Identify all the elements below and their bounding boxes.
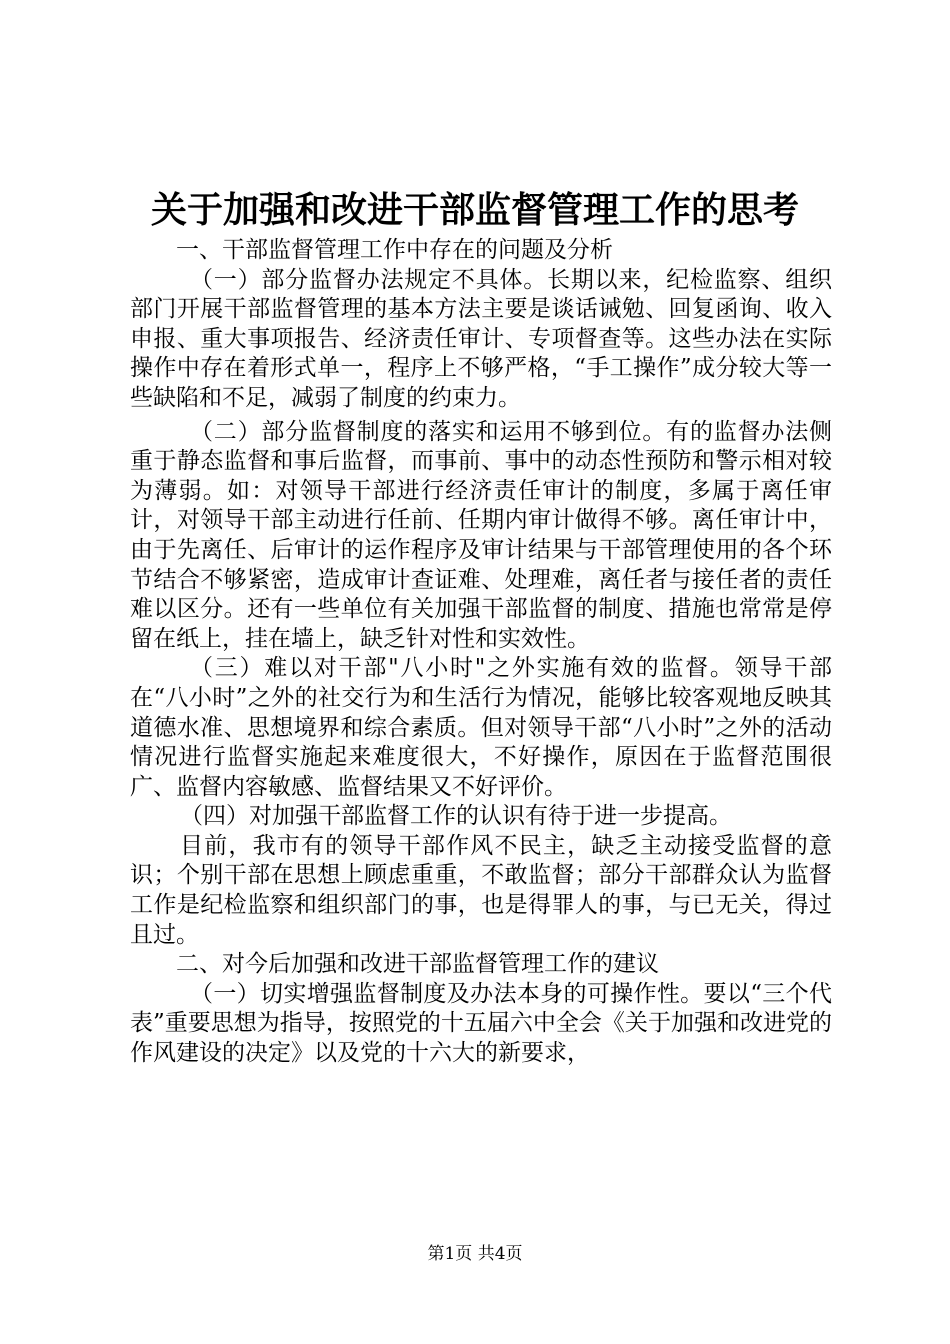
section-heading-1: 一、干部监督管理工作中存在的问题及分析	[176, 237, 613, 263]
paragraph-1: （一）部分监督办法规定不具体。长期以来，纪检监察、组织部门开展干部监督管理的基本方法主要是谈话诫勉、回复函询、收入申报、重大事项报告、经济责任审计、专项督查等。这些办法在实际操作中存在着形式单一，程序上不够严格，“手工操作”成分较大等一些缺陷和不足，减弱了制度的约束力。	[130, 266, 832, 411]
section-heading-2: 二、对今后加强和改进干部监督管理工作的建议	[176, 951, 659, 978]
paragraph-2: （二）部分监督制度的落实和运用不够到位。有的监督办法侧重于静态监督和事后监督，而事前、事中的动态性预防和警示相对较为薄弱。如：对领导干部进行经济责任审计的制度，多属于离任审计，对领导干部主动进行任前、任期内审计做得不够。离任审计中，由于先离任、后审计的运作程序及审计结果与干部管理使用的各个环节结合不够紧密，造成审计查证难、处理难，离任者与接任者的责任难以区分。还有一些单位有关加强干部监督的制度、措施也常常是停留在纸上，挂在墙上，缺乏针对性和实效性。	[130, 418, 832, 652]
document-body	[130, 236, 832, 1069]
page-footer: 第1页 共4页	[427, 1244, 523, 1264]
paragraph-4: （四）对加强干部监督工作的认识有待于进一步提高。	[180, 803, 732, 830]
document-title: 关于加强和改进干部监督管理工作的思考	[150, 189, 799, 231]
paragraph-3: （三）难以对干部"八小时"之外实施有效的监督。领导干部在“八小时”之外的社交行为和生活行为情况，能够比较客观地反映其道德水准、思想境界和综合素质。但对领导干部“八小时”之外的活动情况进行监督实施起来难度很大，不好操作，原因在于监督范围很广、监督内容敏感、监督结果又不好评价。	[130, 655, 832, 800]
paragraph-6: （一）切实增强监督制度及办法本身的可操作性。要以“三个代表”重要思想为指导，按照党的十五届六中全会《关于加强和改进党的作风建设的决定》以及党的十六大的新要求，	[130, 980, 832, 1067]
paragraph-5: 目前，我市有的领导干部作风不民主，缺乏主动接受监督的意识；个别干部在思想上顾虑重重，不敢监督；部分干部群众认为监督工作是纪检监察和组织部门的事，也是得罪人的事，与已无关，得过且过。	[130, 832, 832, 948]
